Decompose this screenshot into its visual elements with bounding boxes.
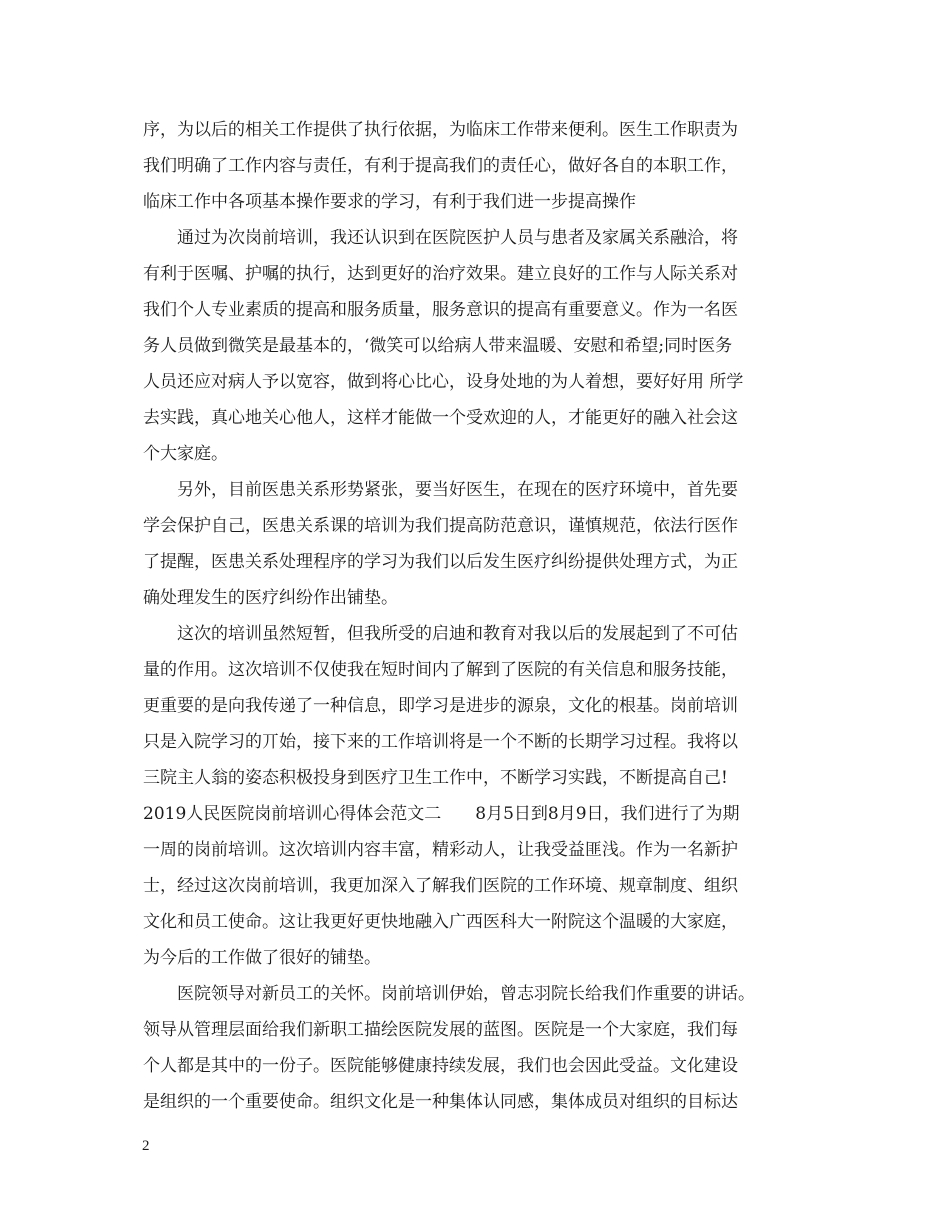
text-line: 另外，目前医患关系形势紧张，要当好医生，在现在的医疗环境中，首先要 [143, 480, 738, 500]
text-line: 2019人民医院岗前培训心得体会范文二 8月5日到8月9日，我们进行了为期 [143, 804, 740, 824]
text-line: 个人都是其中的一份子。医院能够健康持续发展，我们也会因此受益。文化建设 [143, 1056, 738, 1076]
text-line: 我们明确了工作内容与责任，有利于提高我们的责任心，做好各自的本职工作， [143, 156, 738, 176]
text-line: 文化和员工使命。这让我更好更快地融入广西医科大一附院这个温暖的大家庭， [143, 912, 738, 932]
text-line: 务人员做到微笑是最基本的，‘微笑可以给病人带来温暖、安慰和希望;同时医务 [143, 336, 733, 356]
text-line: 这次的培训虽然短暂，但我所受的启迪和教育对我以后的发展起到了不可估 [143, 624, 738, 644]
text-line: 人员还应对病人予以宽容，做到将心比心，设身处地的为人着想，要好好用 所学 [143, 372, 744, 392]
text-line: 临床工作中各项基本操作要求的学习，有利于我们进一步提高操作 [143, 192, 636, 212]
text-line: 去实践，真心地关心他人，这样才能做一个受欢迎的人，才能更好的融入社会这 [143, 408, 738, 428]
text-line: 通过为次岗前培训，我还认识到在医院医护人员与患者及家属关系融洽，将 [143, 228, 738, 248]
text-line: 确处理发生的医疗纠纷作出铺垫。 [143, 588, 398, 608]
text-line: 士，经过这次岗前培训，我更加深入了解我们医院的工作环境、规章制度、组织 [143, 876, 738, 896]
text-line: 学会保护自己，医患关系课的培训为我们提高防范意识，谨慎规范，依法行医作 [143, 516, 738, 536]
text-line: 领导从管理层面给我们新职工描绘医院发展的蓝图。医院是一个大家庭，我们每 [143, 1020, 738, 1040]
text-line: 一周的岗前培训。这次培训内容丰富，精彩动人，让我受益匪浅。作为一名新护 [143, 840, 738, 860]
text-line: 是组织的一个重要使命。组织文化是一种集体认同感，集体成员对组织的目标达 [143, 1092, 738, 1112]
text-line: 有利于医嘱、护嘱的执行，达到更好的治疗效果。建立良好的工作与人际关系对 [143, 264, 738, 284]
text-line: 医院领导对新员工的关怀。岗前培训伊始，曾志羽院长给我们作重要的讲话。 [143, 984, 755, 1004]
page-number: 2 [142, 1138, 150, 1154]
text-line: 量的作用。这次培训不仅使我在短时间内了解到了医院的有关信息和服务技能， [143, 660, 738, 680]
text-line: 我们个人专业素质的提高和服务质量，服务意识的提高有重要意义。作为一名医 [143, 300, 738, 320]
text-line: 只是入院学习的丌始，接下来的工作培训将是一个不断的长期学习过程。我将以 [143, 732, 738, 752]
text-line: 三院主人翁的姿态积极投身到医疗卫生工作中，不断学习实践，不断提高自己! [143, 768, 728, 788]
text-line: 为今后的工作做了很好的铺垫。 [143, 948, 381, 968]
text-line: 个大家庭。 [143, 444, 228, 464]
text-line: 序，为以后的相关工作提供了执行依据，为临床工作带来便利。医生工作职责为 [143, 120, 738, 140]
text-line: 更重要的是向我传递了一种信息，即学习是进步的源泉，文化的根基。岗前培训 [143, 696, 738, 716]
text-line: 了提醒，医患关系处理程序的学习为我们以后发生医疗纠纷提供处理方式，为正 [143, 552, 738, 572]
